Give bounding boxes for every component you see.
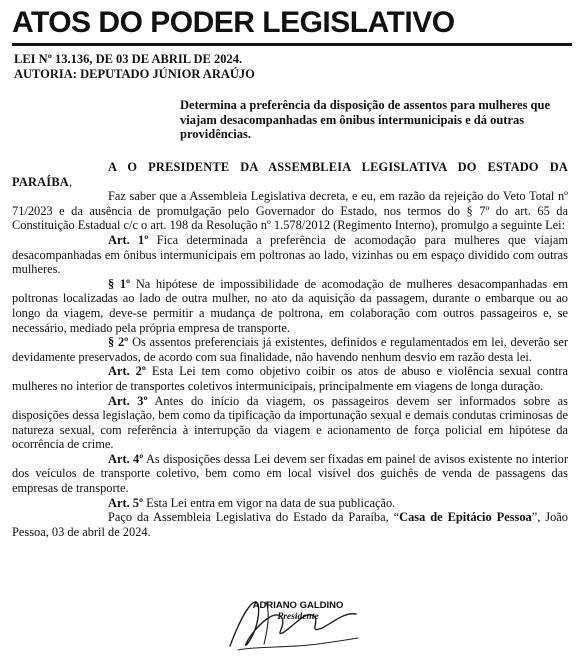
paragraph-2-text: Os assentos preferenciais já existentes, definidos e regulamentados em lei, deverão ser devidamente preservados, de acordo com sua finalidade, não havendo nenhum desvio em razão desta lei. [12,335,568,364]
paragraph-1-label: § 1º [108,276,131,291]
closing-paragraph [12,510,568,539]
article-1-text: Fica determinada a preferência de acomodação para mulheres que viajam desacompanhadas em ônibus intermunicipais em poltronas ao lado, vizinhas ou em espaço dividido com outras mulheres. [12,232,568,277]
article-4-label: Art. 4º [108,451,144,466]
article-2-text: Esta Lei tem como objetivo coibir os atos de abuso e violência sexual contra mulheres no interior de transportes coletivos intermunicipais, principalmente em viagens de longa duração. [12,364,568,393]
signatory-role: Presidente [277,612,319,622]
signatory-name: ADRIANO GALDINO [252,600,344,611]
law-ementa: Determina a preferência da disposição de assentos para mulheres que viajam desacompanhadas em ônibus intermunicipais e dá outras providências. [180,98,551,141]
opening-suffix: , [68,174,73,189]
handwritten-signature [218,588,368,660]
opening-text: A O PRESIDENTE DA ASSEMBLEIA LEGISLATIVA DO ESTADO DA PARAÍBA [12,160,568,189]
law-body [12,160,568,539]
article-2-label: Art. 2º [108,364,146,379]
closing-house: Casa de Epitácio Pessoa [399,510,532,525]
law-number: LEI Nº 13.136, DE 03 DE ABRIL DE 2024. [14,52,243,66]
closing-prefix: Paço da Assembleia Legislativa do Estado da Paraíba, “ [108,510,400,525]
title-rule [12,43,572,46]
opening-paragraph [12,160,568,189]
article-5 [12,496,568,511]
article-1-paragraph-2 [12,335,568,364]
closing-suffix: ”, João Pessoa, 03 de abril de 2024. [12,510,568,539]
article-4 [12,452,568,496]
section-title: ATOS DO PODER LEGISLATIVO [12,6,455,39]
article-1-paragraph-1 [12,277,568,335]
article-5-label: Art. 5º [108,495,144,510]
article-3-text: Antes do início da viagem, os passageiros devem ser informados sobre as disposições dessa legislação, bem como da tipificação da importunação sexual e demais condutas criminosas de natureza sexual, com referência à interrupção da viagem e acionamento de força policial em hipótese da ocorrência de crime. [12,393,568,452]
article-3-label: Art. 3º [108,393,148,408]
article-1 [12,233,568,277]
paragraph-1-text: Na hipótese de impossibilidade de acomodação de mulheres desacompanhadas em poltronas localizadas ao lado de outra mulher, no ato da aquisição da passagem, durante o embarque ou ao longo da viagem, deve-se permitir a mudança de poltrona, em colaboração com outros passageiros e, se necessário, mediado pela própria empresa de transporte. [12,276,568,335]
article-2 [12,364,568,393]
article-5-text: Esta Lei entra em vigor na data de sua publicação. [143,495,396,510]
law-author: AUTORIA: DEPUTADO JÚNIOR ARAÚJO [14,67,255,81]
article-3 [12,394,568,452]
article-4-text: As disposições dessa Lei devem ser fixadas em painel de avisos existente no interior dos veículos de transporte coletivo, bem como em local visível dos guichês de venda de passagens das empresas de transporte. [12,451,568,496]
paragraph-2-label: § 2º [108,335,129,350]
preamble-paragraph: Faz saber que a Assembleia Legislativa decreta, e eu, em razão da rejeição do Veto Total nº 71/2023 e da ausência de promulgação pelo Governador do Estado, nos termos do § 7º do art. 65 da Constituição Estadual c/c o art. 198 da Resolução nº 1.578/2012 (Regimento Interno), promulgo a seguinte Lei: [12,189,568,233]
law-header [14,52,574,82]
article-1-label: Art. 1º [108,232,149,247]
